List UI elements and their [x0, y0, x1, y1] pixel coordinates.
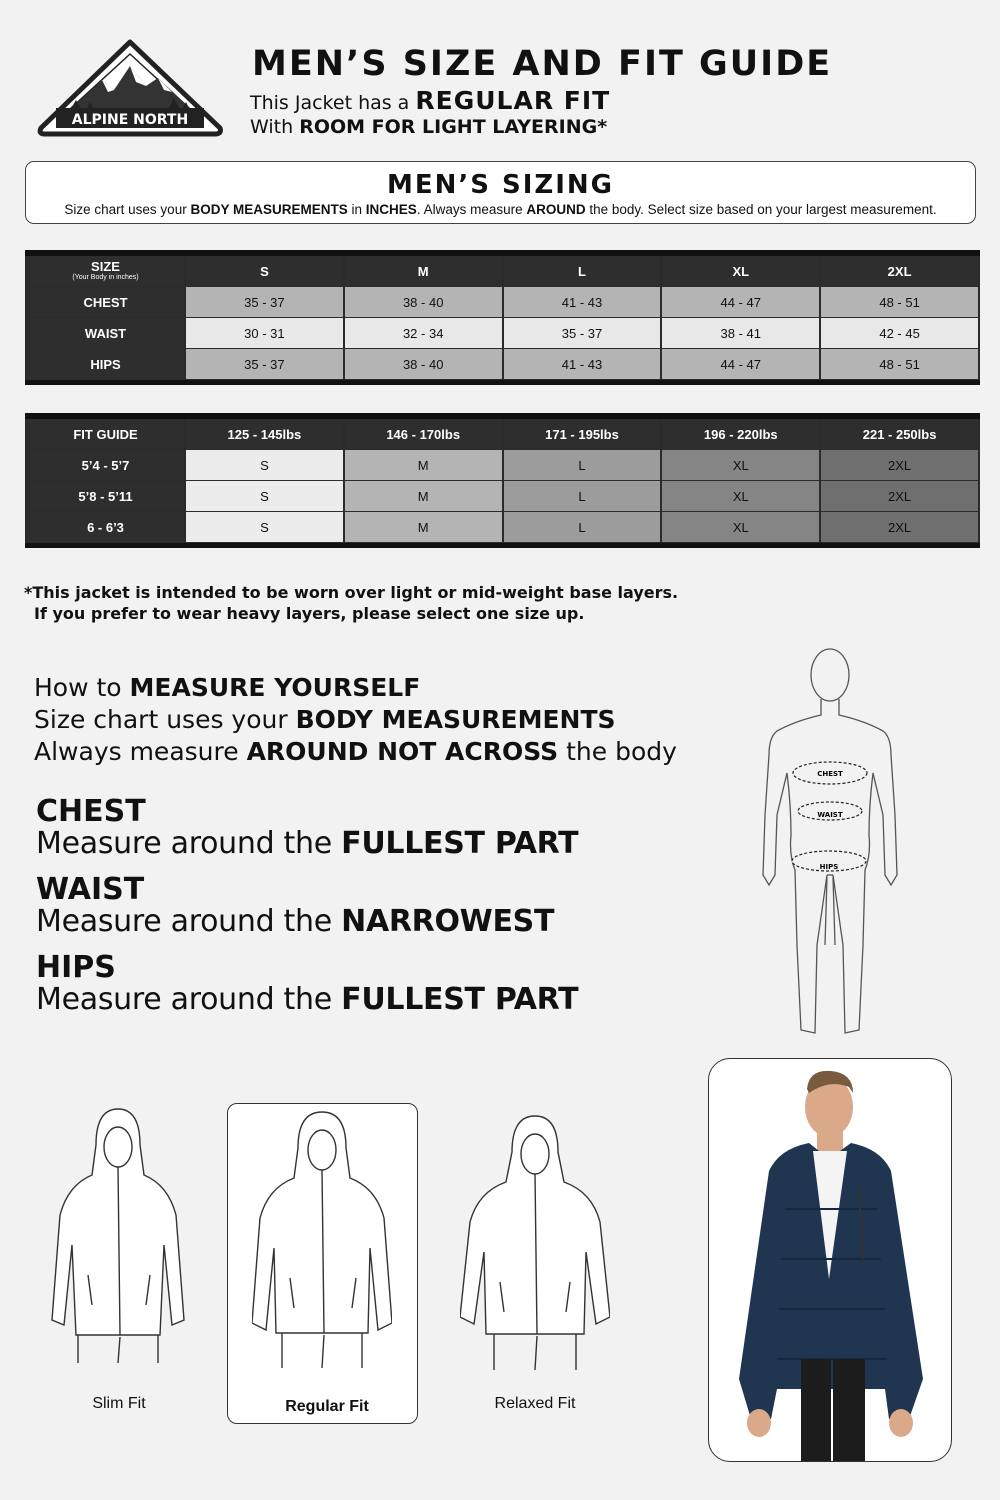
- size-col-2xl: 2XL: [821, 256, 978, 287]
- logo-text: ALPINE NORTH: [71, 112, 189, 128]
- table-cell: S: [186, 450, 343, 481]
- height-label: 5’4 - 5’7: [27, 450, 184, 481]
- table-cell: L: [504, 450, 661, 481]
- regular-fit-label: Regular Fit: [285, 1398, 369, 1415]
- table-cell: 42 - 45: [821, 318, 978, 349]
- measure-instructions: [34, 672, 677, 768]
- table-cell: XL: [662, 512, 819, 543]
- size-col-l: L: [504, 256, 661, 287]
- size-table-header: [27, 256, 978, 287]
- height-label: 6 - 6’3: [27, 512, 184, 543]
- table-cell: 38 - 41: [662, 318, 819, 349]
- part-heading: WAIST: [36, 872, 145, 907]
- fit-table-header: [27, 419, 978, 450]
- table-cell: L: [504, 512, 661, 543]
- product-photo: [708, 1058, 952, 1462]
- layer-text: ROOM FOR LIGHT LAYERING*: [299, 116, 608, 138]
- layer-prefix: With: [250, 116, 294, 138]
- weight-col: 196 - 220lbs: [662, 419, 819, 450]
- hips-instruction: [36, 950, 579, 1017]
- alpine-north-logo: [32, 36, 228, 138]
- waist-tag: WAIST: [817, 811, 843, 819]
- table-cell: 2XL: [821, 450, 978, 481]
- table-row: [27, 318, 978, 349]
- part-desc: Measure around the FULLEST PART: [36, 826, 579, 861]
- table-cell: 32 - 34: [345, 318, 502, 349]
- table-cell: 41 - 43: [504, 349, 661, 380]
- part-heading: CHEST: [36, 794, 146, 829]
- measure-line-3: Always measure AROUND NOT ACROSS the body: [34, 737, 677, 766]
- size-col-m: M: [345, 256, 502, 287]
- table-cell: L: [504, 481, 661, 512]
- size-col-xl: XL: [662, 256, 819, 287]
- relaxed-fit-sketch: [460, 1112, 610, 1372]
- size-table: [25, 250, 980, 385]
- measure-line-1: How to MEASURE YOURSELF: [34, 673, 421, 702]
- regular-fit-sketch: [252, 1108, 392, 1368]
- slim-fit-label: Slim Fit: [92, 1395, 146, 1412]
- fit-type: REGULAR FIT: [415, 86, 611, 115]
- row-label-waist: WAIST: [27, 318, 184, 349]
- body-measurement-figure: [755, 645, 905, 1040]
- fit-corner: FIT GUIDE: [27, 419, 184, 450]
- table-cell: 35 - 37: [186, 349, 343, 380]
- part-desc: Measure around the NARROWEST: [36, 904, 555, 939]
- note-line-1: *This jacket is intended to be worn over light or mid-weight base layers.: [24, 583, 679, 602]
- table-cell: 38 - 40: [345, 349, 502, 380]
- weight-col: 171 - 195lbs: [504, 419, 661, 450]
- model-jacket-illustration: [709, 1059, 952, 1462]
- table-cell: 48 - 51: [821, 287, 978, 318]
- measure-line-2: Size chart uses your BODY MEASUREMENTS: [34, 705, 616, 734]
- table-cell: 44 - 47: [662, 349, 819, 380]
- table-cell: 35 - 37: [504, 318, 661, 349]
- table-cell: 30 - 31: [186, 318, 343, 349]
- layer-line: [250, 116, 607, 138]
- size-col-s: S: [186, 256, 343, 287]
- fit-prefix: This Jacket has a: [250, 92, 410, 114]
- row-label-hips: HIPS: [27, 349, 184, 380]
- table-cell: XL: [662, 481, 819, 512]
- height-label: 5’8 - 5’11: [27, 481, 184, 512]
- sizing-heading: MEN’S SIZING: [386, 170, 615, 200]
- hips-tag: HIPS: [819, 863, 839, 871]
- table-cell: M: [345, 481, 502, 512]
- table-cell: 35 - 37: [186, 287, 343, 318]
- relaxed-fit-label: Relaxed Fit: [494, 1395, 576, 1412]
- slim-fit-sketch: [48, 1105, 188, 1365]
- row-label-chest: CHEST: [27, 287, 184, 318]
- table-row: [27, 287, 978, 318]
- fit-guide-table: [25, 413, 980, 548]
- table-cell: 2XL: [821, 512, 978, 543]
- weight-col: 125 - 145lbs: [186, 419, 343, 450]
- table-cell: 48 - 51: [821, 349, 978, 380]
- table-cell: M: [345, 450, 502, 481]
- layering-note: [24, 582, 678, 624]
- weight-col: 221 - 250lbs: [821, 419, 978, 450]
- table-cell: XL: [662, 450, 819, 481]
- chest-instruction: [36, 794, 579, 861]
- note-line-2: If you prefer to wear heavy layers, please select one size up.: [34, 604, 585, 623]
- table-row: [27, 349, 978, 380]
- table-row: [27, 512, 978, 543]
- page-title: MEN’S SIZE AND FIT GUIDE: [252, 44, 833, 84]
- table-cell: 41 - 43: [504, 287, 661, 318]
- part-heading: HIPS: [36, 950, 116, 985]
- fit-line: [250, 86, 610, 115]
- sizing-description: Size chart uses your BODY MEASUREMENTS in INCHES. Always measure AROUND the body. Select size based on your largest measurement.: [64, 202, 937, 217]
- table-cell: S: [186, 481, 343, 512]
- chest-tag: CHEST: [817, 770, 843, 778]
- table-cell: M: [345, 512, 502, 543]
- table-row: [27, 450, 978, 481]
- weight-col: 146 - 170lbs: [345, 419, 502, 450]
- size-corner: SIZE (Your Body in inches): [27, 256, 184, 287]
- table-cell: 38 - 40: [345, 287, 502, 318]
- waist-instruction: [36, 872, 555, 939]
- table-row: [27, 481, 978, 512]
- sizing-header-box: [25, 161, 976, 224]
- table-cell: 2XL: [821, 481, 978, 512]
- table-cell: 44 - 47: [662, 287, 819, 318]
- part-desc: Measure around the FULLEST PART: [36, 982, 579, 1017]
- table-cell: S: [186, 512, 343, 543]
